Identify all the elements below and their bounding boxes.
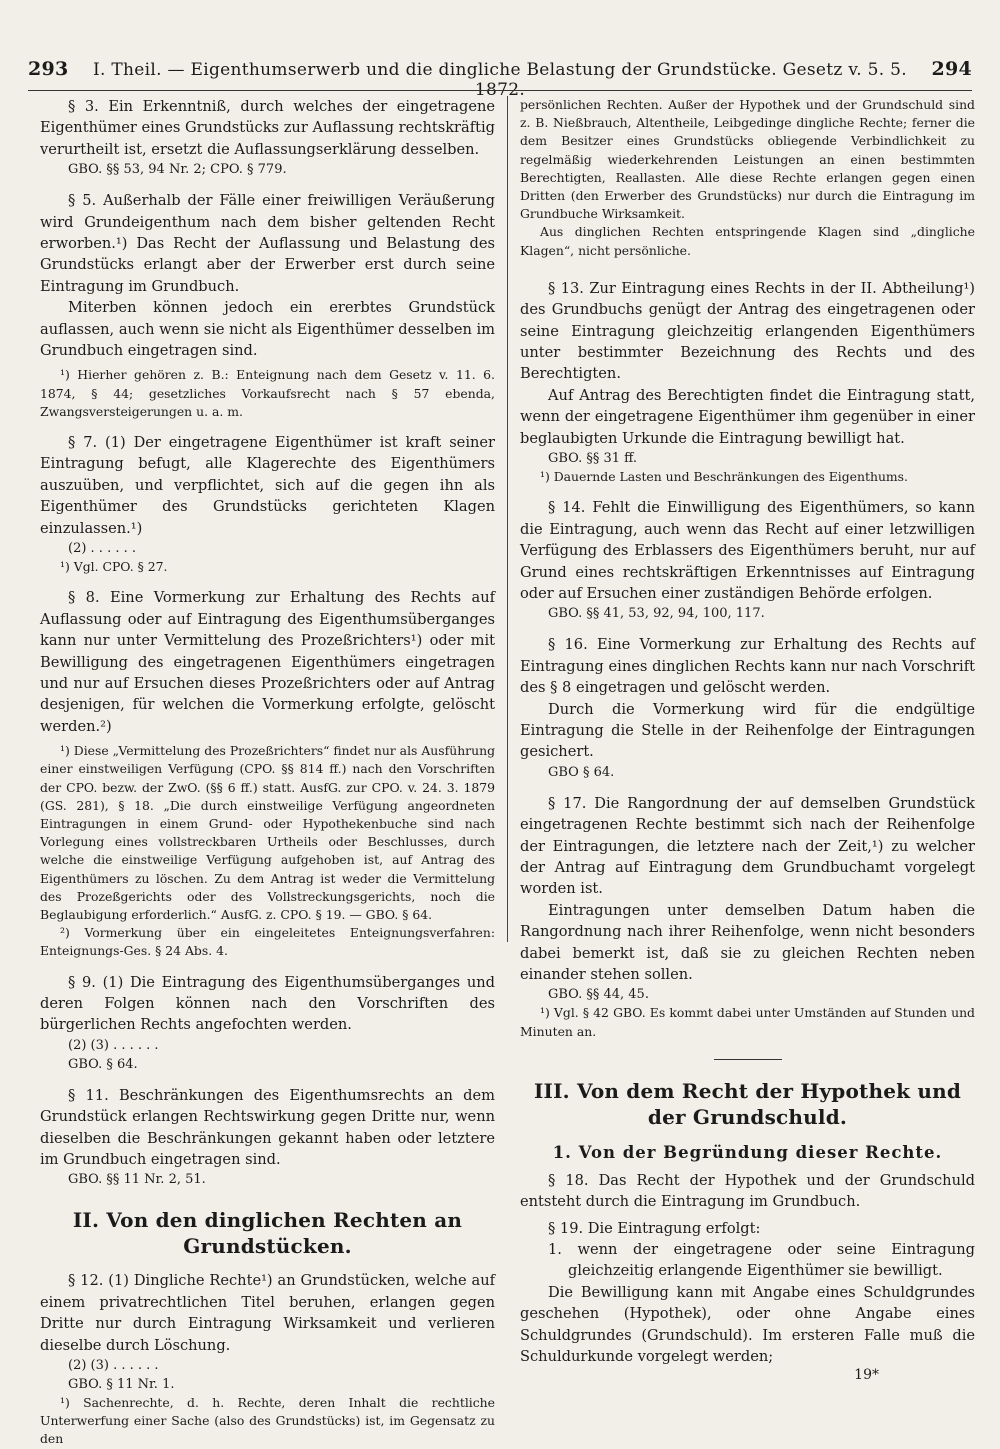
spacer bbox=[520, 1041, 975, 1059]
paragraph: Eintragungen unter demselben Datum haben die Rangordnung nach ihrer Reihenfolge, wenn nicht besonders dabei bemerkt ist, daß sie zu gleichen Rechten neben einander stehen sollen. bbox=[520, 901, 975, 983]
footnote: ¹) Dauernde Lasten und Beschränkungen des Eigenthums. bbox=[540, 469, 908, 485]
paragraph: § 19. Die Eintragung erfolgt: bbox=[548, 1219, 761, 1237]
spacer bbox=[40, 421, 495, 432]
paragraph: § 5. Außerhalb der Fälle einer freiwilligen Veräußerung wird Grundeigenthum nach dem bisher geltenden Recht erworben.¹) Das Recht der Auflassung und Belastung des Grundstücks erlangt aber der Erwerber erst durch seine Eintragung im Grundbuch. bbox=[40, 192, 495, 295]
paragraph: § 9. (1) Die Eintragung des Eigenthumsüberganges und deren Folgen können nach den Vorschriften des bürgerlichen Rechts angefochten werden. bbox=[40, 973, 495, 1034]
reference-line: GBO. §§ 44, 45. bbox=[548, 987, 649, 1003]
reference-line: GBO § 64. bbox=[548, 764, 615, 780]
spacer bbox=[40, 1189, 495, 1207]
reference-line: (2) (3) . . . . . . bbox=[68, 1358, 159, 1374]
paragraph: § 16. Eine Vormerkung zur Erhaltung des Rechts auf Eintragung eines dinglichen Rechts kann nur nach Vorschrift des § 8 eingetragen und gelöscht werden. bbox=[520, 636, 975, 697]
paragraph: § 18. Das Recht der Hypothek und der Grundschuld entsteht durch die Eintragung im Grundbuch. bbox=[520, 1171, 975, 1211]
reference-line: GBO. §§ 53, 94 Nr. 2; CPO. § 779. bbox=[68, 162, 287, 178]
column-divider bbox=[507, 96, 508, 942]
spacer bbox=[40, 576, 495, 587]
spacer bbox=[520, 782, 975, 793]
left-column bbox=[40, 96, 496, 1447]
reference-line: (2) (3) . . . . . . bbox=[68, 1037, 159, 1053]
footnote: Aus dinglichen Rechten entspringende Klagen sind „dingliche Klagen“, nicht persönliche. bbox=[520, 224, 975, 258]
subsection-heading: 1. Von der Begründung dieser Rechte. bbox=[552, 1142, 943, 1162]
spacer bbox=[520, 260, 975, 278]
footnote: ¹) Vgl. CPO. § 27. bbox=[60, 559, 168, 575]
footnote-continued: persönlichen Rechten. Außer der Hypothek und der Grundschuld sind z. B. Nießbrauch, Altentheile, Leibgedinge dingliche Rechte; ferner die dem Besitzer eines Grundstücks obliegende Verbindlichkeit zu regelmäßig wiederkehrenden Leistungen an einen bestimmten Berechtigten, Reallasten. Alle diese Rechte erlangen gegen einen Dritten (den Erwerber des Grundstücks) nur durch die Eintragung im Grundbuche Wirksamkeit. bbox=[520, 97, 975, 222]
page-number-left: 293 bbox=[28, 58, 69, 80]
paragraph: § 11. Beschränkungen des Eigenthumsrechts an dem Grundstück erlangen Rechtswirkung gegen Dritte nur, wenn dieselben die Beschränkungen gekannt haben oder letztere im Grundbuch eingetragen sind. bbox=[40, 1086, 495, 1169]
signature-mark: 19* bbox=[854, 1367, 879, 1384]
paragraph: § 13. Zur Eintragung eines Rechts in der II. Abtheilung¹) des Grundbuchs genügt der Antrag des eingetragenen oder seine Eintragung gleichzeitig erlangenden Eigenthümers unter bestimmter Bezeichnung des Rechts und des Berechtigten. bbox=[520, 279, 975, 383]
running-header bbox=[28, 58, 972, 100]
paragraph: Durch die Vormerkung wird für die endgültige Eintragung die Stelle in der Reihenfolge der Eintragungen gesichert. bbox=[520, 700, 975, 761]
header-title: I. Theil. — Eigenthumserwerb und die dingliche Belastung der Grundstücke. Gesetz v. 5. 5. 1872. bbox=[93, 60, 907, 100]
section-heading: III. Von dem Recht der Hypothek und der Grundschuld. bbox=[533, 1078, 962, 1129]
section-heading: II. Von den dinglichen Rechten an Grundstücken. bbox=[72, 1208, 463, 1259]
reference-line: GBO. §§ 41, 53, 92, 94, 100, 117. bbox=[548, 606, 765, 622]
paragraph: § 14. Fehlt die Einwilligung des Eigenthümers, so kann die Eintragung, auch wenn das Recht auf einer letzwilligen Verfügung des Erblassers des Eigenthümers beruht, nur auf Grund eines rechtskräftigen Erkenntnisses auf Eintragung oder auf Ersuchen einer zuständigen Behörde erfolgen. bbox=[520, 499, 975, 602]
footnote: ¹) Vgl. § 42 GBO. Es kommt dabei unter Umständen auf Stunden und Minuten an. bbox=[520, 1005, 975, 1039]
list-item: 1. wenn der eingetragene oder seine Eintragung gleichzeitig erlangende Eigenthümer sie bewilligt. bbox=[548, 1241, 975, 1280]
reference-line: GBO. § 64. bbox=[68, 1056, 138, 1072]
right-column bbox=[520, 96, 975, 1384]
spacer bbox=[40, 961, 495, 972]
spacer bbox=[520, 1130, 975, 1141]
spacer bbox=[520, 623, 975, 634]
reference-line: (2) . . . . . . bbox=[68, 541, 137, 557]
footnote: ¹) Diese „Vermittelung des Prozeßrichters“ findet nur als Ausführung einer einstweiligen Verfügung (CPO. §§ 814 ff.) nach den Vorschriften der CPO. bezw. der ZwO. (§§ 6 ff.) statt. AusfG. zur CPO. v. 24. 3. 1879 (GS. 281), § 18. „Die durch einstweilige Verfügung angeordneten Eintragungen in einem Grund- oder Hypothekenbuche sind nach Vorlegung eines vollstreckbaren Urtheils oder Beschlusses, durch welche die einstweilige Verfügung aufgehoben ist, auf Antrag des Eigenthümers zu löschen. Zu dem Antrag ist weder die Vermittelung des Prozeßgerichts oder des Vollstreckungsgerichts, noch die Beglaubigung erforderlich.“ AusfG. z. CPO. § 19. — GBO. § 64. bbox=[40, 743, 495, 922]
reference-line: GBO. §§ 31 ff. bbox=[548, 451, 638, 467]
paragraph: Die Bewilligung kann mit Angabe eines Schuldgrundes geschehen (Hypothek), oder ohne Angabe eines Schuldgrundes (Grundschuld). Im ersteren Falle muß die Schuldurkunde vorgelegt werden; bbox=[520, 1283, 975, 1366]
paragraph: Auf Antrag des Berechtigten findet die Eintragung statt, wenn der eingetragene Eigenthümer ihm gegenüber in einer beglaubigten Urkunde die Eintragung bewilligt hat. bbox=[520, 386, 975, 447]
spacer bbox=[40, 1074, 495, 1085]
paragraph: § 8. Eine Vormerkung zur Erhaltung des Rechts auf Auflassung oder auf Eintragung des Eigenthumsüberganges kann nur unter Vermittelung des Prozeßrichters¹) oder mit Bewilligung des eingetragenen Eigenthümers eingetragen und nur auf Ersuchen dieses Prozeßrichters oder auf Antrag desjenigen, für welchen die Vormerkung erfolgte, gelöscht werden.²) bbox=[40, 589, 495, 735]
paragraph: § 3. Ein Erkenntniß, durch welches der eingetragene Eigenthümer eines Grundstücks zur Auflassung rechtskräftig verurtheilt ist, ersetzt die Auflassungserklärung desselben. bbox=[40, 98, 495, 158]
footnote: ¹) Sachenrechte, d. h. Rechte, deren Inhalt die rechtliche Unterwerfung einer Sache (also des Grundstücks) ist, im Gegensatz zu den bbox=[40, 1395, 495, 1447]
spacer bbox=[520, 1060, 975, 1078]
reference-line: GBO. § 11 Nr. 1. bbox=[68, 1377, 175, 1393]
paragraph: § 7. (1) Der eingetragene Eigenthümer ist kraft seiner Eintragung befugt, alle Klagerechte des Eigenthümers auszuüben, und verpflichtet, sich auf die gegen ihn als Eigenthümer des Grundstücks gerichteten Klagen einzulassen.¹) bbox=[40, 434, 495, 537]
paragraph: § 12. (1) Dingliche Rechte¹) an Grundstücken, welche auf einem privatrechtlichen Titel beruhen, erlangen gegen Dritte nur durch Eintragung Wirksamkeit und verlieren dieselbe durch Löschung. bbox=[40, 1272, 495, 1354]
page-number-right: 294 bbox=[931, 58, 972, 80]
paragraph: Miterben können jedoch ein ererbtes Grundstück auflassen, auch wenn sie nicht als Eigenthümer desselben im Grundbuch eingetragen sind. bbox=[40, 299, 496, 360]
reference-line: GBO. §§ 11 Nr. 2, 51. bbox=[68, 1172, 206, 1188]
spacer bbox=[520, 486, 975, 497]
paragraph: § 17. Die Rangordnung der auf demselben Grundstück eingetragenen Rechte bestimmt sich nach der Reihenfolge der Eintragungen, die letztere nach der Zeit,¹) zu welcher der Antrag auf Eintragung dem Grundbuchamt vorgelegt worden ist. bbox=[520, 794, 975, 898]
spacer bbox=[40, 1259, 495, 1270]
header-rule bbox=[28, 90, 972, 91]
footnote: ¹) Hierher gehören z. B.: Enteignung nach dem Gesetz v. 11. 6. 1874, § 44; gesetzliches Vorkaufsrecht nach § 57 ebenda, Zwangsversteigerungen u. a. m. bbox=[40, 367, 495, 419]
spacer bbox=[40, 179, 495, 190]
footnote: ²) Vormerkung über ein eingeleitetes Enteignungsverfahren: Enteignungs-Ges. § 24 Abs. 4. bbox=[40, 925, 495, 959]
